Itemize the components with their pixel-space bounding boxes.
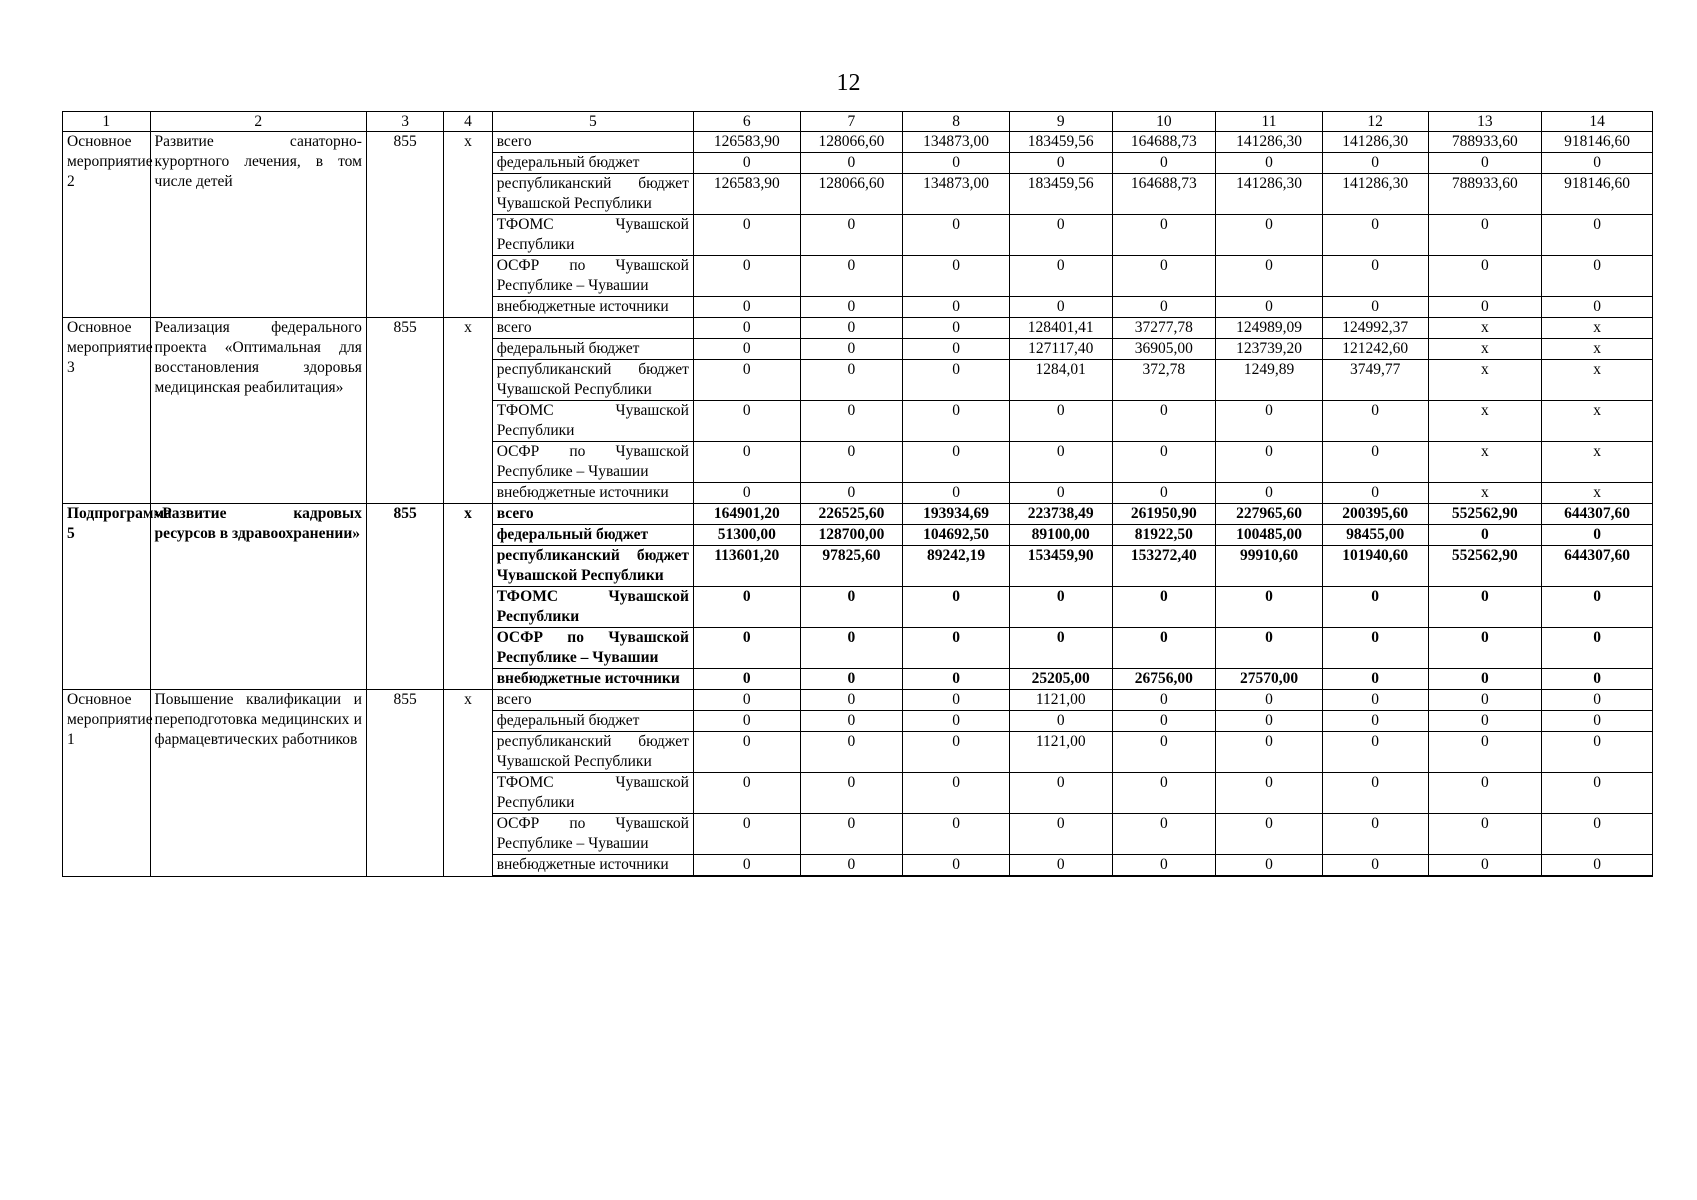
column-number: 11 (1216, 112, 1323, 132)
funding-source: всего (492, 504, 693, 525)
value-cell: 104692,50 (903, 525, 1010, 546)
value-cell: 0 (1216, 711, 1323, 732)
value-cell: 0 (1542, 215, 1653, 256)
value-cell: 0 (693, 669, 800, 690)
table-row (63, 504, 1653, 525)
value-cell: 98455,00 (1322, 525, 1428, 546)
value-cell: 25205,00 (1009, 669, 1112, 690)
value-cell: 0 (1009, 297, 1112, 318)
value-cell: 141286,30 (1216, 174, 1323, 215)
funding-source: внебюджетные источники (492, 669, 693, 690)
column-number: 3 (366, 112, 443, 132)
value-cell: 183459,56 (1009, 174, 1112, 215)
value-cell: 0 (693, 442, 800, 483)
value-cell: 0 (903, 297, 1010, 318)
budget-code: 855 (366, 132, 443, 318)
value-cell: 644307,60 (1542, 546, 1653, 587)
funding-source: внебюджетные источники (492, 855, 693, 877)
value-cell: 0 (1428, 256, 1542, 297)
column-number: 2 (150, 112, 366, 132)
value-cell: 0 (1216, 215, 1323, 256)
value-cell: 0 (1428, 814, 1542, 855)
value-cell: 0 (1112, 483, 1216, 504)
value-cell: 89242,19 (903, 546, 1010, 587)
funding-source: ОСФР по Чувашской Республике – Чувашии (492, 442, 693, 483)
value-cell: 0 (1428, 525, 1542, 546)
value-cell: 0 (1322, 690, 1428, 711)
value-cell: 0 (693, 711, 800, 732)
program-label: Основное мероприятие 1 (63, 690, 151, 877)
funding-source: ОСФР по Чувашской Республике – Чувашии (492, 256, 693, 297)
value-cell: 164688,73 (1112, 174, 1216, 215)
value-cell: 0 (1428, 732, 1542, 773)
value-cell: 0 (1428, 153, 1542, 174)
value-cell: 0 (1216, 153, 1323, 174)
value-cell: 0 (693, 401, 800, 442)
value-cell: 0 (800, 628, 903, 669)
value-cell: 0 (800, 256, 903, 297)
value-cell: 153459,90 (1009, 546, 1112, 587)
value-cell: 0 (693, 483, 800, 504)
value-cell: 121242,60 (1322, 339, 1428, 360)
value-cell: 0 (1322, 587, 1428, 628)
value-cell: 0 (693, 360, 800, 401)
value-cell: 27570,00 (1216, 669, 1323, 690)
value-cell: 0 (1009, 628, 1112, 669)
value-cell: 0 (903, 442, 1010, 483)
value-cell: 788933,60 (1428, 132, 1542, 153)
value-cell: 918146,60 (1542, 174, 1653, 215)
value-cell: x (1428, 360, 1542, 401)
funding-source: всего (492, 690, 693, 711)
value-cell: 0 (1112, 401, 1216, 442)
value-cell: 128066,60 (800, 174, 903, 215)
value-cell: 141286,30 (1322, 174, 1428, 215)
budget-code: 855 (366, 504, 443, 690)
value-cell: 0 (1428, 669, 1542, 690)
value-cell: 164901,20 (693, 504, 800, 525)
value-cell: 127117,40 (1009, 339, 1112, 360)
value-cell: 0 (800, 669, 903, 690)
value-cell: x (1542, 483, 1653, 504)
value-cell: 0 (1009, 215, 1112, 256)
value-cell: 0 (1322, 855, 1428, 877)
value-cell: 0 (1009, 773, 1112, 814)
value-cell: 0 (903, 483, 1010, 504)
value-cell: 0 (1542, 669, 1653, 690)
table-row (63, 318, 1653, 339)
value-cell: 0 (1112, 215, 1216, 256)
value-cell: 124992,37 (1322, 318, 1428, 339)
value-cell: 0 (693, 587, 800, 628)
column-number: 6 (693, 112, 800, 132)
value-cell: 372,78 (1112, 360, 1216, 401)
funding-source: республиканский бюджет Чувашской Республики (492, 546, 693, 587)
value-cell: x (1428, 483, 1542, 504)
value-cell: x (1428, 339, 1542, 360)
value-cell: 113601,20 (693, 546, 800, 587)
value-cell: 89100,00 (1009, 525, 1112, 546)
funding-source: всего (492, 132, 693, 153)
value-cell: x (1542, 339, 1653, 360)
value-cell: 0 (903, 732, 1010, 773)
value-cell: 0 (1112, 297, 1216, 318)
value-cell: 0 (1009, 814, 1112, 855)
funding-source: всего (492, 318, 693, 339)
column-number: 1 (63, 112, 151, 132)
value-cell: 36905,00 (1112, 339, 1216, 360)
page-number: 12 (836, 70, 861, 96)
value-cell: 0 (1542, 256, 1653, 297)
value-cell: 0 (1322, 401, 1428, 442)
value-cell: 183459,56 (1009, 132, 1112, 153)
value-cell: 3749,77 (1322, 360, 1428, 401)
value-cell: 0 (1216, 690, 1323, 711)
value-cell: 0 (903, 855, 1010, 877)
program-name: Повышение квалификации и переподготовка медицинских и фармацевтических работников (150, 690, 366, 877)
budget-code: 855 (366, 690, 443, 877)
value-cell: 123739,20 (1216, 339, 1323, 360)
value-cell: 0 (800, 814, 903, 855)
value-cell: 0 (1216, 732, 1323, 773)
value-cell: 0 (1542, 855, 1653, 877)
column-number: 10 (1112, 112, 1216, 132)
value-cell: 0 (1322, 297, 1428, 318)
table-row (63, 690, 1653, 711)
value-cell: 0 (1428, 773, 1542, 814)
value-cell: 97825,60 (800, 546, 903, 587)
value-cell: 0 (1009, 711, 1112, 732)
column-number-row (63, 112, 1653, 132)
value-cell: 0 (1428, 587, 1542, 628)
value-cell: 0 (800, 773, 903, 814)
value-cell: 0 (693, 732, 800, 773)
value-cell: 99910,60 (1216, 546, 1323, 587)
column-4-mark: x (444, 132, 492, 318)
value-cell: 0 (1322, 215, 1428, 256)
value-cell: 0 (1322, 153, 1428, 174)
value-cell: 193934,69 (903, 504, 1010, 525)
value-cell: 0 (1009, 153, 1112, 174)
value-cell: 0 (1542, 773, 1653, 814)
value-cell: 126583,90 (693, 174, 800, 215)
value-cell: 0 (693, 855, 800, 877)
funding-source: ТФОМС Чувашской Республики (492, 587, 693, 628)
column-number: 14 (1542, 112, 1653, 132)
value-cell: 0 (800, 360, 903, 401)
funding-source: внебюджетные источники (492, 483, 693, 504)
value-cell: 134873,00 (903, 174, 1010, 215)
program-label: Основное мероприятие 2 (63, 132, 151, 318)
value-cell: 81922,50 (1112, 525, 1216, 546)
funding-source: ТФОМС Чувашской Республики (492, 773, 693, 814)
column-4-mark: x (444, 504, 492, 690)
value-cell: 0 (1216, 297, 1323, 318)
value-cell: 788933,60 (1428, 174, 1542, 215)
value-cell: 0 (1542, 587, 1653, 628)
value-cell: 1249,89 (1216, 360, 1323, 401)
funding-source: ТФОМС Чувашской Республики (492, 215, 693, 256)
value-cell: 0 (1542, 297, 1653, 318)
column-number: 5 (492, 112, 693, 132)
value-cell: 1121,00 (1009, 732, 1112, 773)
value-cell: 0 (1009, 855, 1112, 877)
funding-source: республиканский бюджет Чувашской Республики (492, 360, 693, 401)
value-cell: 200395,60 (1322, 504, 1428, 525)
value-cell: 0 (1216, 773, 1323, 814)
value-cell: 101940,60 (1322, 546, 1428, 587)
value-cell: 0 (903, 773, 1010, 814)
value-cell: 0 (800, 297, 903, 318)
value-cell: 0 (1322, 442, 1428, 483)
funding-source: ТФОМС Чувашской Республики (492, 401, 693, 442)
value-cell: 0 (903, 256, 1010, 297)
value-cell: 0 (1542, 525, 1653, 546)
value-cell: 0 (1112, 690, 1216, 711)
value-cell: 0 (1322, 483, 1428, 504)
value-cell: 0 (800, 153, 903, 174)
value-cell: 128401,41 (1009, 318, 1112, 339)
value-cell: 26756,00 (1112, 669, 1216, 690)
value-cell: 0 (800, 442, 903, 483)
budget-table-body (63, 112, 1653, 877)
value-cell: 0 (903, 628, 1010, 669)
value-cell: 0 (800, 318, 903, 339)
program-label: Подпрограмма 5 (63, 504, 151, 690)
value-cell: 0 (1428, 711, 1542, 732)
value-cell: 0 (1322, 628, 1428, 669)
value-cell: 0 (1112, 153, 1216, 174)
value-cell: 0 (1322, 711, 1428, 732)
column-number: 9 (1009, 112, 1112, 132)
value-cell: 0 (1112, 814, 1216, 855)
value-cell: 0 (903, 401, 1010, 442)
value-cell: 0 (1428, 215, 1542, 256)
funding-source: ОСФР по Чувашской Республике – Чувашии (492, 814, 693, 855)
program-name: Развитие санаторно-курортного лечения, в том числе детей (150, 132, 366, 318)
value-cell: 0 (1112, 855, 1216, 877)
value-cell: 0 (800, 711, 903, 732)
value-cell: 37277,78 (1112, 318, 1216, 339)
value-cell: 0 (800, 401, 903, 442)
value-cell: 126583,90 (693, 132, 800, 153)
column-number: 7 (800, 112, 903, 132)
value-cell: 0 (693, 628, 800, 669)
value-cell: 0 (1216, 628, 1323, 669)
value-cell: 0 (800, 855, 903, 877)
value-cell: x (1428, 318, 1542, 339)
value-cell: 100485,00 (1216, 525, 1323, 546)
column-number: 12 (1322, 112, 1428, 132)
value-cell: x (1542, 360, 1653, 401)
program-label: Основное мероприятие 3 (63, 318, 151, 504)
value-cell: 223738,49 (1009, 504, 1112, 525)
value-cell: 0 (800, 483, 903, 504)
value-cell: 0 (1112, 587, 1216, 628)
value-cell: 0 (693, 814, 800, 855)
value-cell: 134873,00 (903, 132, 1010, 153)
value-cell: 552562,90 (1428, 546, 1542, 587)
value-cell: 0 (1216, 587, 1323, 628)
value-cell: 0 (903, 215, 1010, 256)
value-cell: 0 (1542, 153, 1653, 174)
value-cell: 1284,01 (1009, 360, 1112, 401)
value-cell: 0 (693, 153, 800, 174)
value-cell: 0 (1322, 732, 1428, 773)
value-cell: 128700,00 (800, 525, 903, 546)
funding-source: федеральный бюджет (492, 711, 693, 732)
value-cell: 0 (1322, 773, 1428, 814)
value-cell: x (1428, 442, 1542, 483)
value-cell: 0 (903, 711, 1010, 732)
value-cell: 644307,60 (1542, 504, 1653, 525)
value-cell: x (1542, 318, 1653, 339)
value-cell: 0 (1112, 256, 1216, 297)
column-4-mark: x (444, 318, 492, 504)
value-cell: 0 (1542, 628, 1653, 669)
program-name: Реализация федерального проекта «Оптимальная для восстановления здоровья медицинская реабилитация» (150, 318, 366, 504)
budget-code: 855 (366, 318, 443, 504)
value-cell: 0 (1009, 442, 1112, 483)
value-cell: 552562,90 (1428, 504, 1542, 525)
value-cell: 0 (693, 339, 800, 360)
value-cell: 0 (693, 690, 800, 711)
value-cell: 0 (1542, 690, 1653, 711)
value-cell: 51300,00 (693, 525, 800, 546)
value-cell: 0 (1428, 855, 1542, 877)
value-cell: x (1542, 401, 1653, 442)
value-cell: 0 (693, 297, 800, 318)
value-cell: 0 (903, 587, 1010, 628)
value-cell: x (1542, 442, 1653, 483)
funding-source: внебюджетные источники (492, 297, 693, 318)
value-cell: 0 (1216, 442, 1323, 483)
value-cell: 0 (1428, 297, 1542, 318)
value-cell: 0 (693, 256, 800, 297)
value-cell: 0 (1322, 814, 1428, 855)
value-cell: 0 (1112, 773, 1216, 814)
value-cell: 0 (1216, 256, 1323, 297)
value-cell: 918146,60 (1542, 132, 1653, 153)
value-cell: 1121,00 (1009, 690, 1112, 711)
value-cell: 0 (1216, 401, 1323, 442)
table-row (63, 132, 1653, 153)
column-number: 8 (903, 112, 1010, 132)
value-cell: 0 (1112, 442, 1216, 483)
value-cell: 0 (1542, 814, 1653, 855)
value-cell: 0 (1112, 711, 1216, 732)
value-cell: 0 (903, 690, 1010, 711)
funding-source: республиканский бюджет Чувашской Республики (492, 174, 693, 215)
value-cell: 0 (903, 360, 1010, 401)
value-cell: x (1428, 401, 1542, 442)
value-cell: 0 (1542, 711, 1653, 732)
value-cell: 0 (1112, 732, 1216, 773)
value-cell: 0 (903, 814, 1010, 855)
value-cell: 0 (1112, 628, 1216, 669)
value-cell: 0 (1428, 628, 1542, 669)
value-cell: 164688,73 (1112, 132, 1216, 153)
value-cell: 124989,09 (1216, 318, 1323, 339)
value-cell: 0 (800, 339, 903, 360)
value-cell: 0 (903, 339, 1010, 360)
program-name: «Развитие кадровых ресурсов в здравоохранении» (150, 504, 366, 690)
column-number: 13 (1428, 112, 1542, 132)
value-cell: 0 (800, 215, 903, 256)
value-cell: 227965,60 (1216, 504, 1323, 525)
value-cell: 261950,90 (1112, 504, 1216, 525)
value-cell: 0 (1216, 814, 1323, 855)
value-cell: 0 (1009, 401, 1112, 442)
value-cell: 0 (800, 732, 903, 773)
value-cell: 0 (903, 153, 1010, 174)
value-cell: 226525,60 (800, 504, 903, 525)
value-cell: 0 (1009, 587, 1112, 628)
value-cell: 0 (1216, 855, 1323, 877)
funding-source: федеральный бюджет (492, 153, 693, 174)
value-cell: 128066,60 (800, 132, 903, 153)
funding-source: ОСФР по Чувашской Республике – Чувашии (492, 628, 693, 669)
value-cell: 0 (1322, 256, 1428, 297)
value-cell: 0 (693, 215, 800, 256)
column-number: 4 (444, 112, 492, 132)
value-cell: 0 (903, 669, 1010, 690)
value-cell: 0 (1322, 669, 1428, 690)
value-cell: 0 (903, 318, 1010, 339)
value-cell: 141286,30 (1216, 132, 1323, 153)
value-cell: 0 (1009, 483, 1112, 504)
value-cell: 0 (1216, 483, 1323, 504)
value-cell: 0 (800, 690, 903, 711)
value-cell: 0 (1542, 732, 1653, 773)
value-cell: 153272,40 (1112, 546, 1216, 587)
value-cell: 0 (1428, 690, 1542, 711)
value-cell: 141286,30 (1322, 132, 1428, 153)
funding-source: республиканский бюджет Чувашской Республики (492, 732, 693, 773)
value-cell: 0 (1009, 256, 1112, 297)
funding-source: федеральный бюджет (492, 525, 693, 546)
funding-source: федеральный бюджет (492, 339, 693, 360)
value-cell: 0 (693, 318, 800, 339)
budget-table (62, 111, 1653, 877)
value-cell: 0 (693, 773, 800, 814)
column-4-mark: x (444, 690, 492, 877)
value-cell: 0 (800, 587, 903, 628)
